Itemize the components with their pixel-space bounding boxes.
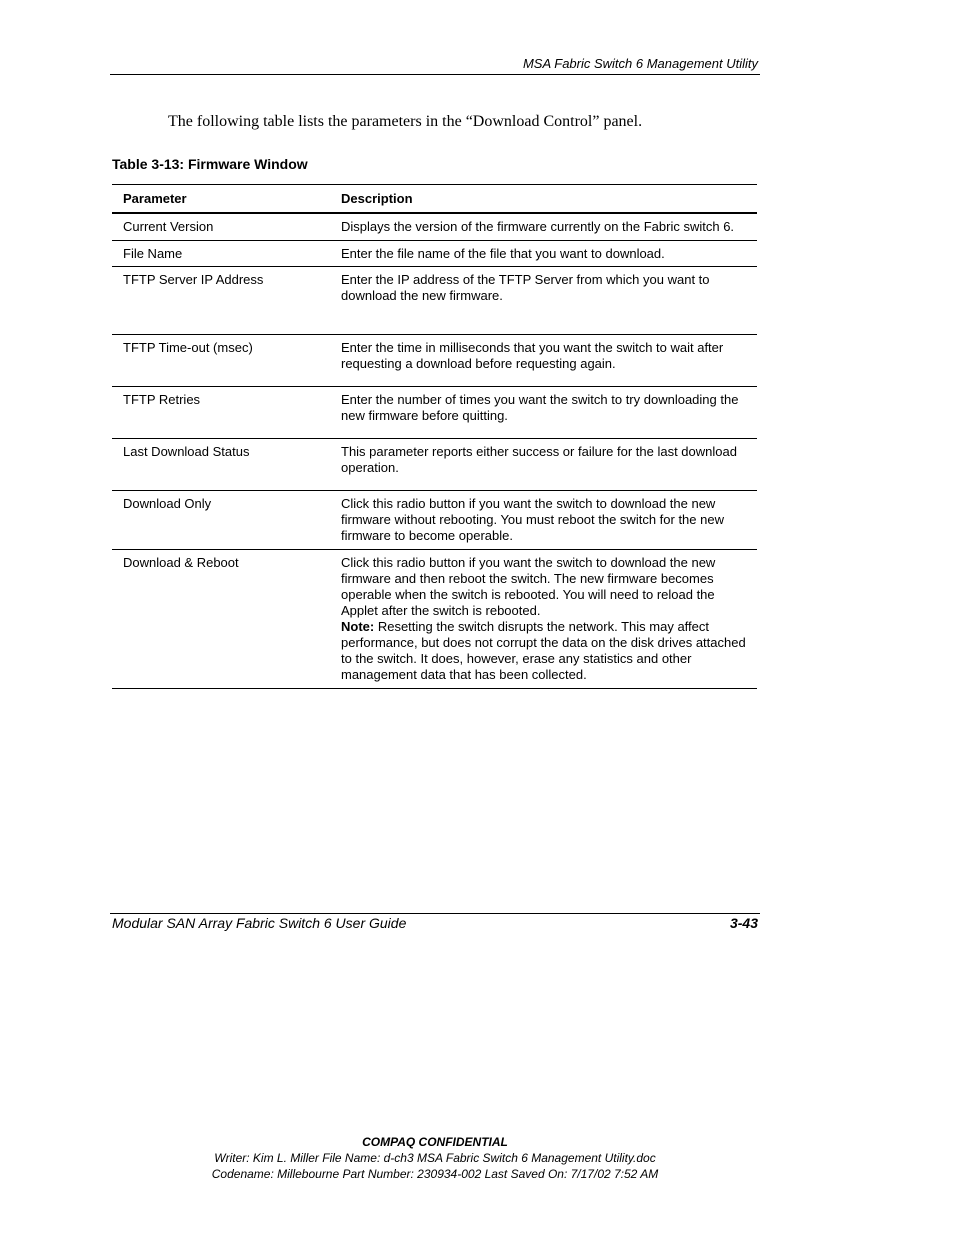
row-parameter: Last Download Status (112, 438, 341, 490)
intro-paragraph: The following table lists the parameters in the “Download Control” panel. (168, 113, 643, 130)
row-description: Enter the time in milliseconds that you want the switch to wait after requesting a download before requesting again. (341, 334, 757, 386)
table-row (112, 240, 757, 266)
footer-rule (110, 913, 760, 914)
row-description: Displays the version of the firmware currently on the Fabric switch 6. (341, 213, 757, 240)
row-parameter: TFTP Time-out (msec) (112, 334, 341, 386)
footer-page-number: 3-43 (729, 915, 758, 931)
row-description-with-note (341, 549, 757, 688)
header-rule (110, 74, 760, 75)
table-row (112, 438, 757, 490)
running-header: MSA Fabric Switch 6 Management Utility (522, 56, 758, 71)
row-description: This parameter reports either success or failure for the last download operation. (341, 438, 757, 490)
table-header-row (112, 185, 757, 214)
column-header-parameter: Parameter (112, 185, 341, 214)
confidential-writer-line: Writer: Kim L. Miller File Name: d-ch3 MSA Fabric Switch 6 Management Utility.doc (214, 1151, 656, 1165)
row-parameter: Current Version (112, 213, 341, 240)
footer-book-title: Modular SAN Array Fabric Switch 6 User Guide (112, 915, 407, 931)
note-label: Note: (341, 618, 375, 634)
row-description: Click this radio button if you want the switch to download the new firmware without rebooting. You must reboot the switch for the new firmware to become operable. (341, 490, 757, 549)
row-parameter: TFTP Server IP Address (112, 266, 341, 334)
table-caption: Table 3-13: Firmware Window (112, 156, 308, 172)
confidential-title: COMPAQ CONFIDENTIAL (362, 1135, 508, 1149)
confidential-block (0, 1134, 870, 1182)
row-description: Enter the IP address of the TFTP Server from which you want to download the new firmware. (341, 266, 757, 334)
table-row (112, 386, 757, 438)
confidential-codename-line: Codename: Millebourne Part Number: 230934-002 Last Saved On: 7/17/02 7:52 AM (211, 1167, 659, 1181)
column-header-description: Description (341, 185, 757, 214)
row-parameter: Download & Reboot (112, 549, 341, 688)
row-description: Enter the number of times you want the switch to try downloading the new firmware before quitting. (341, 386, 757, 438)
table-row (112, 490, 757, 549)
row-description: Enter the file name of the file that you want to download. (341, 240, 757, 266)
row-parameter: TFTP Retries (112, 386, 341, 438)
row-description: Click this radio button if you want the switch to download the new firmware and then reboot the switch. The new firmware becomes operable when the switch is rebooted. You will need to reload the Applet after the switch is rebooted. (341, 554, 716, 618)
table-row (112, 334, 757, 386)
row-parameter: File Name (112, 240, 341, 266)
table-row (112, 266, 757, 334)
table-row (112, 213, 757, 240)
row-parameter: Download Only (112, 490, 341, 549)
firmware-parameter-table (112, 184, 757, 689)
note-text: Resetting the switch disrupts the network. This may affect performance, but does not corrupt the data on the disk drives attached to the switch. It does, however, erase any statistics and other management data that has been collected. (341, 618, 746, 682)
table-row (112, 549, 757, 688)
